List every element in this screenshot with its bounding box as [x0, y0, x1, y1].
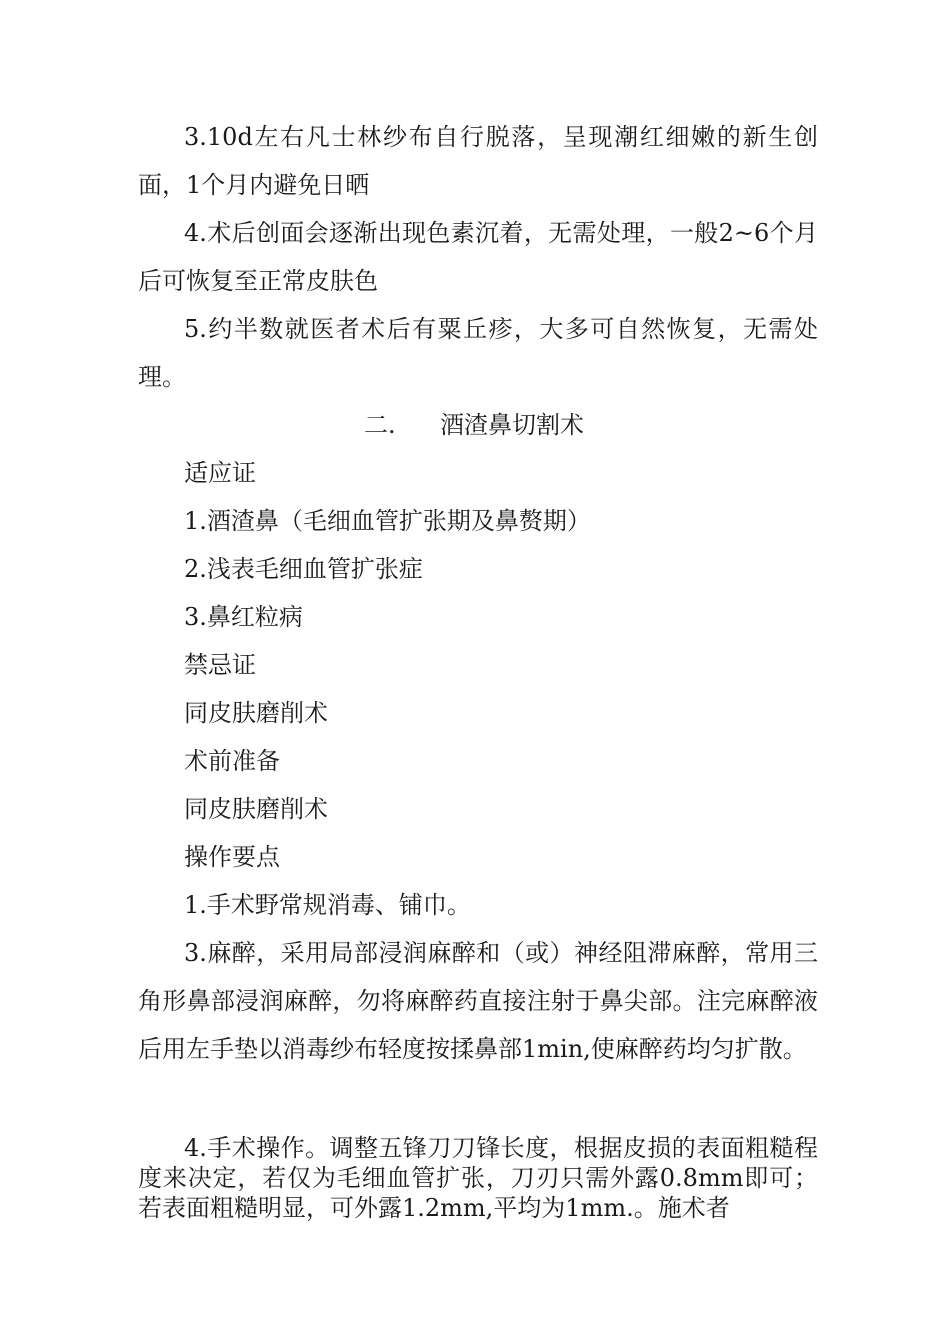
label-preoperative-preparation: 术前准备 [184, 747, 280, 775]
list-item: 1.手术野常规消毒、铺巾。 [184, 891, 471, 919]
section-heading [364, 401, 584, 449]
paragraph-milia: 5.约半数就医者术后有粟丘疹，大多可自然恢复，无需处理。 [138, 315, 818, 391]
paragraph-dressing-removal: 3.10d左右凡士林纱布自行脱落，呈现潮红细嫩的新生创面，1个月内避免日晒 [138, 123, 818, 199]
list-item: 同皮肤磨削术 [184, 795, 328, 823]
list-item: 3.鼻红粒病 [184, 603, 303, 631]
paragraph-pigmentation: 4.术后创面会逐渐出现色素沉着，无需处理，一般2~6个月后可恢复至正常皮肤色 [138, 219, 818, 295]
list-item: 2.浅表毛细血管扩张症 [184, 555, 423, 583]
list-item: 1.酒渣鼻（毛细血管扩张期及鼻赘期） [184, 507, 591, 535]
section-heading-title: 酒渣鼻切割术 [440, 411, 584, 439]
label-contraindications: 禁忌证 [184, 651, 256, 679]
label-operation-points: 操作要点 [184, 843, 280, 871]
section-heading-number: 二. [364, 411, 396, 439]
label-indications: 适应证 [184, 459, 256, 487]
list-item: 同皮肤磨削术 [184, 699, 328, 727]
paragraph-operation: 4.手术操作。调整五锋刀刀锋长度，根据皮损的表面粗糙程度来决定，若仅为毛细血管扩张，刀刃只需外露0.8mm即可；若表面粗糙明显，可外露1.2mm,平均为1mm.。施术者 [138, 1134, 818, 1222]
paragraph-anesthesia: 3.麻醉，采用局部浸润麻醉和（或）神经阻滞麻醉，常用三角形鼻部浸润麻醉，勿将麻醉药直接注射于鼻尖部。注完麻醉液后用左手垫以消毒纱布轻度按揉鼻部1min,使麻醉药均匀扩散。 [138, 939, 818, 1063]
